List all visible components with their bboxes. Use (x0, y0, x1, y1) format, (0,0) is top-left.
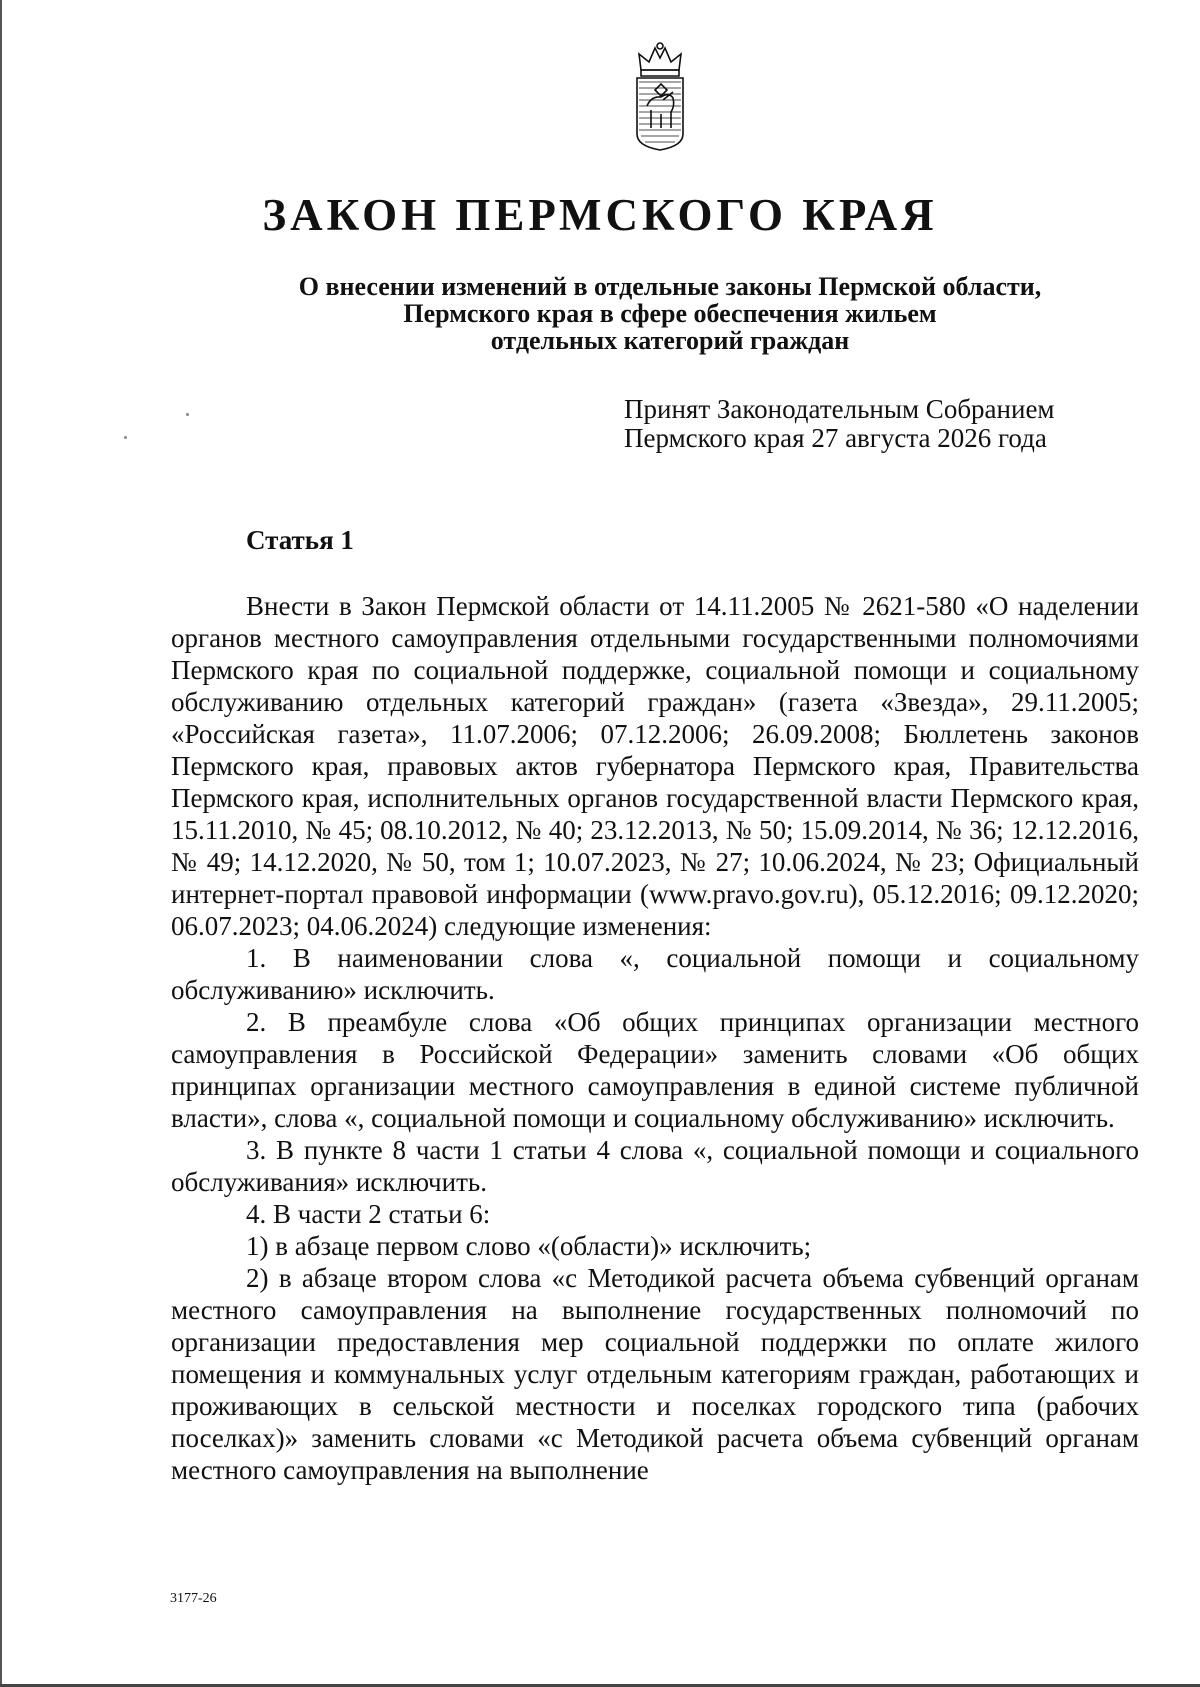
article-paragraph: 4. В части 2 статьи 6: (246, 1199, 491, 1229)
article-paragraph: Внести в Закон Пермской области от 14.11.2005 № 2621-580 «О наделении органов местного самоуправления отдельными государственными полномочиями Пермского края по социальной поддержке, социальной помощи и социальному обслуживанию отдельных категорий граждан» (газета «Звезда», 29.11.2005; «Российская газета», 11.07.2006; 07.12.2006; 26.09.2008; Бюллетень законов Пермского края, правовых актов губернатора Пермского края, Правительства Пермского края, исполнительных органов государственной власти Пермского края, 15.11.2010, № 45; 08.10.2012, № 40; 23.12.2013, № 50; 15.09.2014, № 36; 12.12.2016, № 49; 14.12.2020, № 50, том 1; 10.07.2023, № 27; 10.06.2024, № 23; Официальный интернет-портал правовой информации (www.pravo.gov.ru), 05.12.2016; 09.12.2020; 06.07.2023; 04.06.2024) следующие изменения: (171, 591, 1139, 941)
law-title: ЗАКОН ПЕРМСКОГО КРАЯ (262, 190, 938, 240)
subtitle-line: О внесении изменений в отдельные законы Пермской области, (298, 272, 1042, 301)
adoption-line: Принят Законодательным Собранием (624, 394, 1055, 424)
perm-krai-coat-of-arms-icon (625, 40, 695, 152)
scan-speck (124, 436, 127, 439)
article-paragraph: 1. В наименовании слова «, социальной помощи и социальному обслуживанию» исключить. (171, 943, 1139, 1005)
page-code: 3177-26 (170, 1591, 217, 1606)
subtitle-line: Пермского края в сфере обеспечения жильем (403, 299, 937, 328)
adoption-note (624, 395, 1055, 453)
subtitle-line: отдельных категорий граждан (490, 326, 850, 355)
article-paragraph: 3. В пункте 8 части 1 статьи 4 слова «, социальной помощи и социального обслуживания» исключить. (171, 1135, 1139, 1197)
article-paragraph: 2. В преамбуле слова «Об общих принципах организации местного самоуправления в Российской Федерации» заменить словами «Об общих принципах организации местного самоуправления в единой системе публичной власти», слова «, социальной помощи и социальному обслуживанию» исключить. (171, 1007, 1139, 1133)
article-paragraph: 1) в абзаце первом слово «(области)» исключить; (246, 1231, 812, 1261)
article-heading: Статья 1 (246, 525, 354, 555)
scan-speck (186, 413, 189, 416)
law-subtitle (170, 273, 1170, 354)
article-body (171, 590, 1139, 1486)
article-paragraph: 2) в абзаце втором слова «с Методикой расчета объема субвенций органам местного самоуправления на выполнение государственных полномочий по организации предоставления мер социальной поддержки по оплате жилого помещения и коммунальных услуг отдельным категориям граждан, работающих и проживающих в сельской местности и поселках городского типа (рабочих поселках)» заменить словами «с Методикой расчета объема субвенций органам местного самоуправления на выполнение (171, 1263, 1139, 1485)
adoption-line: Пермского края 27 августа 2026 года (624, 423, 1047, 453)
